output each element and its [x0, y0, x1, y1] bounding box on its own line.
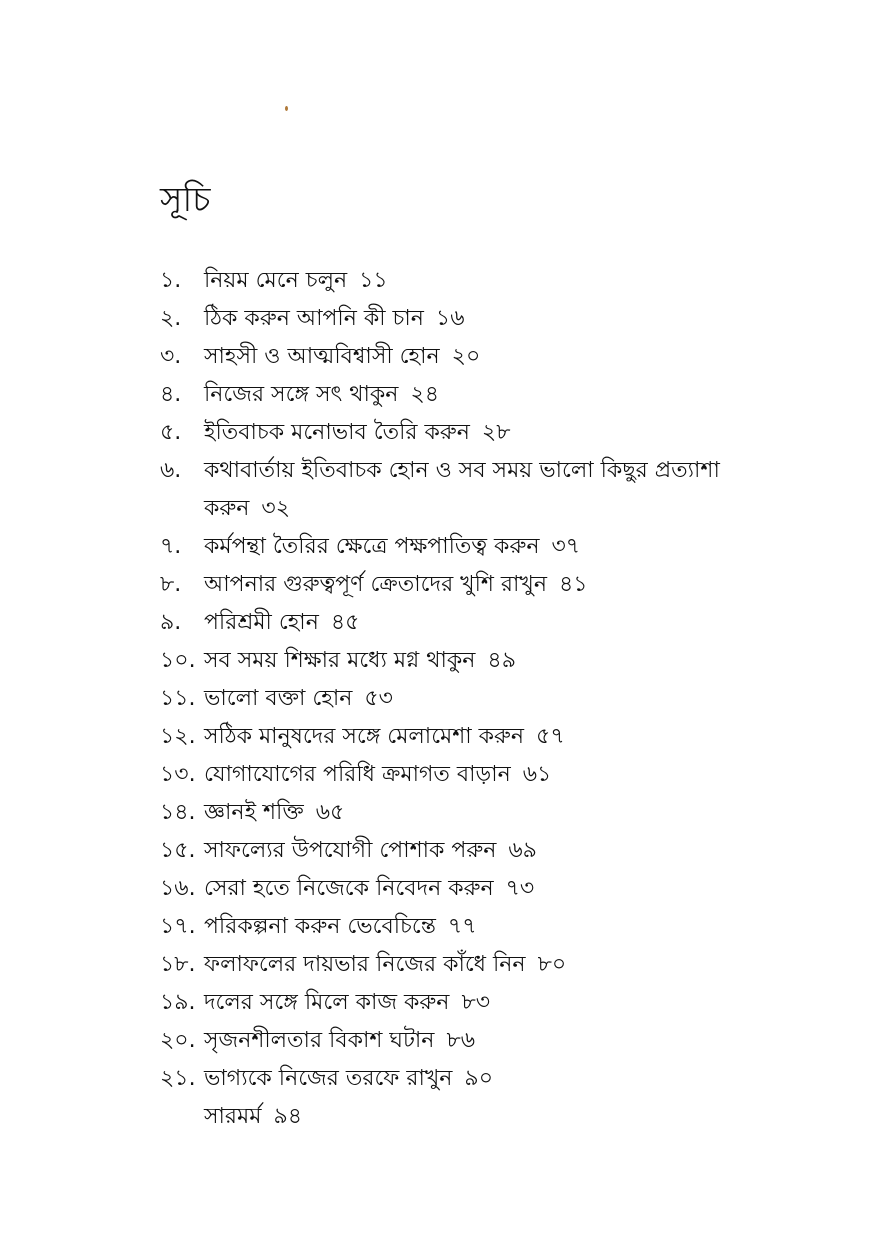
toc-entry-text — [204, 832, 810, 870]
toc-entry-number: ২. — [160, 306, 182, 331]
toc-entry-number: ১২. — [160, 724, 196, 749]
toc-entry-page: ২৪ — [410, 382, 440, 407]
toc-entry-title: সেরা হতে নিজেকে নিবেদন করুন — [204, 876, 494, 901]
toc-entry-page: ৪৯ — [487, 648, 516, 673]
toc-entry — [160, 870, 810, 908]
toc-entry-page: ২০ — [451, 344, 481, 369]
toc-summary-page: ৯৪ — [273, 1104, 303, 1129]
toc-entry-text — [204, 870, 810, 908]
toc-entry-title: পরিকল্পনা করুন ভেবেচিন্তে — [204, 914, 436, 939]
toc-entry — [160, 984, 810, 1022]
toc-entry-page: ১৬ — [435, 306, 465, 331]
toc-entry-number: ৭. — [160, 534, 182, 559]
toc-entry-title: ফলাফলের দায়ভার নিজের কাঁধে নিন — [204, 952, 526, 977]
toc-entry-text — [204, 1098, 810, 1136]
toc-entry-page: ৪১ — [558, 572, 588, 597]
toc-entry-text — [204, 756, 810, 794]
toc-entry-text — [204, 984, 810, 1022]
toc-entry-text — [204, 946, 810, 984]
toc-entry-number: ২০. — [160, 1028, 196, 1053]
toc-entry-text — [204, 452, 810, 528]
toc-entry — [160, 604, 810, 642]
toc-entry-text — [204, 718, 810, 756]
toc-entry-title: কর্মপন্থা তৈরির ক্ষেত্রে পক্ষপাতিত্ব করুন — [204, 534, 540, 559]
toc-entry — [160, 566, 810, 604]
toc-entry-number: ১০. — [160, 648, 196, 673]
toc-entry-page: ৩৭ — [551, 534, 581, 559]
toc-entry — [160, 946, 810, 984]
toc-entry-number: ১৬. — [160, 876, 196, 901]
toc-entry — [160, 908, 810, 946]
toc-entry-page: ৬৯ — [508, 838, 537, 863]
toc-entry — [160, 414, 810, 452]
toc-entry-title: নিজের সঙ্গে সৎ থাকুন — [204, 382, 399, 407]
toc-entry-page: ৭৩ — [505, 876, 535, 901]
toc-entry-page: ১১ — [359, 268, 388, 293]
toc-entry-number: ৮. — [160, 572, 182, 597]
toc-entry-page: ৯০ — [464, 1066, 494, 1091]
toc-entry-title: সৃজনশীলতার বিকাশ ঘটান — [204, 1028, 435, 1053]
toc-entry — [160, 452, 810, 528]
toc-entry-number: ৬. — [160, 458, 182, 483]
toc-entry-number: ১৩. — [160, 762, 196, 787]
toc-entry-text — [204, 262, 810, 300]
toc-entry-title: নিয়ম মেনে চলুন — [204, 268, 348, 293]
toc-entry-page: ৮৩ — [461, 990, 491, 1015]
toc-entry-page: ৬৫ — [315, 800, 345, 825]
toc-entry-text — [204, 528, 810, 566]
toc-entry — [160, 262, 810, 300]
toc-entry — [160, 794, 810, 832]
toc-entry-page: ৮৬ — [446, 1028, 476, 1053]
toc-entry-page: ৫৩ — [364, 686, 393, 711]
toc-entry — [160, 680, 810, 718]
toc-entry-number: ১৮. — [160, 952, 196, 977]
toc-entry-text — [204, 1060, 810, 1098]
toc-entry — [160, 376, 810, 414]
toc-entry-number: ১৯. — [160, 990, 196, 1015]
toc-entry — [160, 528, 810, 566]
toc-entry — [160, 300, 810, 338]
toc-entry-text — [204, 376, 810, 414]
toc-entry-text — [204, 604, 810, 642]
toc-entry-title: সাহসী ও আত্মবিশ্বাসী হোন — [204, 344, 440, 369]
toc-entry-text — [204, 414, 810, 452]
toc-entry-title: ভালো বক্তা হোন — [204, 686, 353, 711]
toc-entry-title: সঠিক মানুষদের সঙ্গে মেলামেশা করুন — [204, 724, 525, 749]
toc-entry-title: আপনার গুরুত্বপূর্ণ ক্রেতাদের খুশি রাখুন — [204, 572, 547, 597]
toc-entry-text — [204, 908, 810, 946]
toc-entry-page: ৮০ — [537, 952, 567, 977]
toc-entry-title: ঠিক করুন আপনি কী চান — [204, 306, 424, 331]
toc-entry-page: ৭৭ — [447, 914, 477, 939]
toc-entry-text — [204, 338, 810, 376]
toc-summary-title: সারমর্ম — [204, 1104, 262, 1129]
toc-entry-page: ২৮ — [481, 420, 511, 445]
toc-entry-number: ৯. — [160, 610, 182, 635]
toc-entry-number: ৩. — [160, 344, 182, 369]
toc-entry — [160, 1060, 810, 1098]
toc-entry-title: পরিশ্রমী হোন — [204, 610, 319, 635]
toc-entry-title: জ্ঞানই শক্তি — [204, 800, 304, 825]
toc-entry-text — [204, 1022, 810, 1060]
toc-entry-title: ইতিবাচক মনোভাব তৈরি করুন — [204, 420, 470, 445]
table-of-contents — [160, 262, 810, 1136]
toc-entry-number: ১১. — [160, 686, 196, 711]
toc-entry-title: কথাবার্তায় ইতিবাচক হোন ও সব সময় ভালো কিছুর প্রত্যাশা করুন — [204, 458, 720, 521]
toc-entry-page: ৪৫ — [330, 610, 360, 635]
toc-entry-number: ১৭. — [160, 914, 196, 939]
toc-entry-number: ২১. — [160, 1066, 196, 1091]
toc-entry-title: দলের সঙ্গে মিলে কাজ করুন — [204, 990, 450, 1015]
toc-entry — [160, 642, 810, 680]
toc-entry-text — [204, 794, 810, 832]
toc-entry-title: সাফল্যের উপযোগী পোশাক পরুন — [204, 838, 497, 863]
toc-entry-title: যোগাযোগের পরিধি ক্রমাগত বাড়ান — [204, 762, 511, 787]
toc-entry-page: ৬১ — [522, 762, 552, 787]
toc-entry-number: ৫. — [160, 420, 182, 445]
toc-entry-text — [204, 300, 810, 338]
toc-entry-title: ভাগ্যকে নিজের তরফে রাখুন — [204, 1066, 453, 1091]
toc-entry — [160, 832, 810, 870]
page-title: সূচি — [160, 180, 211, 220]
toc-entry-number: ১৫. — [160, 838, 196, 863]
toc-entry — [160, 718, 810, 756]
toc-entry-page: ৫৭ — [536, 724, 565, 749]
toc-entry-text — [204, 680, 810, 718]
toc-summary-entry — [160, 1098, 810, 1136]
toc-entry-number: ১৪. — [160, 800, 196, 825]
toc-entry-number: ১. — [160, 268, 182, 293]
toc-entry — [160, 756, 810, 794]
toc-entry — [160, 338, 810, 376]
toc-entry-page: ৩২ — [261, 496, 291, 521]
toc-entry — [160, 1022, 810, 1060]
toc-entry-title: সব সময় শিক্ষার মধ্যে মগ্ন থাকুন — [204, 648, 476, 673]
paper-speck — [285, 106, 288, 111]
toc-entry-number: ৪. — [160, 382, 182, 407]
toc-entry-text — [204, 566, 810, 604]
toc-entry-text — [204, 642, 810, 680]
